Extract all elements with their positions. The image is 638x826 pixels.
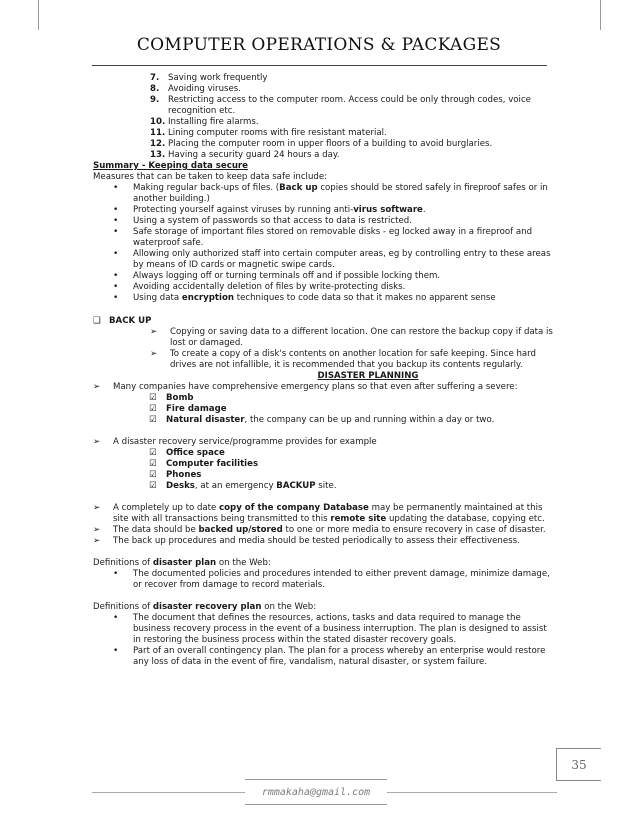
item-number: 10.	[150, 117, 166, 127]
list-item	[113, 183, 553, 205]
arrow-icon: ➢	[93, 536, 101, 546]
item-text: Allowing only authorized staff into certain computer areas, eg by controlling entry to these areas by means of ID cards or magnetic swipe cards.	[133, 249, 551, 270]
list-item	[149, 481, 553, 492]
list-item	[150, 73, 553, 84]
item-text: Lining computer rooms with fire resistant material.	[168, 128, 387, 138]
item-text: Avoiding accidentally deletion of files by write-protecting disks.	[133, 282, 406, 292]
bullet-icon: •	[113, 183, 119, 193]
definition-heading: Definitions of disaster plan on the Web:	[93, 558, 271, 568]
list-item	[149, 459, 553, 470]
item-text: Phones	[166, 470, 202, 480]
list-item	[150, 150, 553, 161]
item-text: A disaster recovery service/programme provides for example	[113, 437, 377, 447]
list-item	[150, 128, 553, 139]
summary-intro: Measures that can be taken to keep data safe include:	[93, 172, 328, 182]
item-text: Having a security guard 24 hours a day.	[168, 150, 340, 160]
list-item	[113, 613, 553, 646]
item-text: Natural disaster, the company can be up and running within a day or two.	[166, 415, 495, 425]
list-item	[113, 205, 553, 216]
item-text: To create a copy of a disk's contents on another location for safe keeping. Since hard drives are not infallible, it is recommended that you backup its contents regularly.	[170, 349, 537, 370]
list-item	[93, 536, 553, 547]
item-text: The data should be backed up/stored to one or more media to ensure recovery in case of disaster.	[113, 525, 546, 535]
arrow-icon: ➢	[150, 327, 158, 337]
item-text: Making regular back-ups of files. (Back up copies should be stored safely in fireproof safes or in another building.)	[133, 183, 548, 204]
footer-rule	[387, 792, 557, 793]
checkbox-square-icon: ❑	[93, 316, 101, 326]
list-item	[149, 415, 553, 426]
list-item	[150, 84, 553, 95]
list-item	[149, 448, 553, 459]
list-item	[113, 282, 553, 293]
disaster-planning-heading: DISASTER PLANNING	[317, 371, 419, 381]
list-item	[149, 393, 553, 404]
left-margin-line	[38, 0, 39, 30]
item-text: Avoiding viruses.	[168, 84, 242, 94]
item-text: Protecting yourself against viruses by running anti-virus software.	[133, 205, 426, 215]
item-text: The documented policies and procedures intended to either prevent damage, minimize damage, or recover from damage to record materials.	[133, 569, 550, 590]
item-number: 7.	[150, 73, 160, 83]
item-number: 12.	[150, 139, 166, 149]
bullet-icon: •	[113, 249, 119, 259]
backup-title: BACK UP	[109, 316, 152, 326]
page-number: 35	[556, 748, 601, 781]
arrow-icon: ➢	[93, 382, 101, 392]
list-item	[113, 271, 553, 282]
item-text: Always logging off or turning terminals off and if possible locking them.	[133, 271, 441, 281]
item-text: Bomb	[166, 393, 194, 403]
arrow-icon: ➢	[93, 503, 101, 513]
item-number: 9.	[150, 95, 160, 105]
item-text: Installing fire alarms.	[168, 117, 259, 127]
definition-heading: Definitions of disaster recovery plan on the Web:	[93, 602, 317, 612]
item-text: Copying or saving data to a different location. One can restore the backup copy if data is lost or damaged.	[170, 327, 553, 348]
item-number: 11.	[150, 128, 166, 138]
check-icon: ☑	[149, 470, 157, 480]
item-text: Saving work frequently	[168, 73, 268, 83]
bullet-icon: •	[113, 293, 119, 303]
list-item	[150, 117, 553, 128]
list-item	[113, 569, 553, 591]
list-item	[149, 470, 553, 481]
list-item	[150, 349, 553, 371]
item-text: Using data encryption techniques to code data so that it makes no apparent sense	[133, 293, 496, 303]
bullet-icon: •	[113, 271, 119, 281]
check-icon: ☑	[149, 481, 157, 491]
bullet-icon: •	[113, 646, 119, 656]
item-text: Computer facilities	[166, 459, 259, 469]
header-rule	[92, 65, 547, 66]
list-item	[93, 382, 553, 393]
item-number: 8.	[150, 84, 160, 94]
numbered-list	[93, 73, 553, 161]
item-text: A completely up to date copy of the company Database may be permanently maintained at this site with all transactions being transmitted to this remote site updating the database, copying etc.	[113, 503, 545, 524]
item-text: Safe storage of important files stored on removable disks - eg locked away in a fireproof and waterproof safe.	[133, 227, 533, 248]
bullet-icon: •	[113, 569, 119, 579]
list-item	[93, 525, 553, 536]
bullet-icon: •	[113, 205, 119, 215]
bullet-icon: •	[113, 613, 119, 623]
arrow-icon: ➢	[93, 437, 101, 447]
list-item	[113, 293, 553, 304]
check-icon: ☑	[149, 404, 157, 414]
item-text: The document that defines the resources, actions, tasks and data required to manage the business recovery process in the event of a business interruption. The plan is designed to assist in restoring the business process within the stated disaster recovery goals.	[133, 613, 547, 645]
list-item	[93, 437, 553, 448]
check-icon: ☑	[149, 393, 157, 403]
item-text: Desks, at an emergency BACKUP site.	[166, 481, 337, 491]
list-item	[113, 227, 553, 249]
list-item	[113, 249, 553, 271]
item-text: Many companies have comprehensive emergency plans so that even after suffering a severe:	[113, 382, 518, 392]
page-header-title: COMPUTER OPERATIONS & PACKAGES	[136, 35, 502, 55]
item-text: Restricting access to the computer room. Access could be only through codes, voice recognition etc.	[168, 95, 531, 116]
item-text: Part of an overall contingency plan. The plan for a process whereby an enterprise would restore any loss of data in the event of fire, vandalism, natural disaster, or system failure.	[133, 646, 546, 667]
check-icon: ☑	[149, 459, 157, 469]
bullet-icon: •	[113, 227, 119, 237]
summary-heading: Summary - Keeping data secure	[93, 161, 249, 171]
item-text: Placing the computer room in upper floors of a building to avoid burglaries.	[168, 139, 493, 149]
list-item	[113, 216, 553, 227]
item-text: Using a system of passwords so that access to data is restricted.	[133, 216, 412, 226]
footer-email: rmmakaha@gmail.com	[245, 779, 387, 805]
list-item	[150, 95, 553, 117]
list-item	[93, 503, 553, 525]
list-item	[113, 646, 553, 668]
list-item	[150, 327, 553, 349]
page-content	[93, 73, 553, 668]
check-icon: ☑	[149, 448, 157, 458]
list-item	[150, 139, 553, 150]
arrow-icon: ➢	[150, 349, 158, 359]
footer-rule	[92, 792, 245, 793]
arrow-icon: ➢	[93, 525, 101, 535]
item-text: Office space	[166, 448, 225, 458]
item-number: 13.	[150, 150, 166, 160]
bullet-icon: •	[113, 282, 119, 292]
item-text: Fire damage	[166, 404, 227, 414]
backup-heading	[93, 316, 553, 327]
check-icon: ☑	[149, 415, 157, 425]
right-margin-line	[600, 0, 601, 30]
item-text: The back up procedures and media should be tested periodically to assess their effectiveness.	[113, 536, 520, 546]
bullet-icon: •	[113, 216, 119, 226]
list-item	[149, 404, 553, 415]
